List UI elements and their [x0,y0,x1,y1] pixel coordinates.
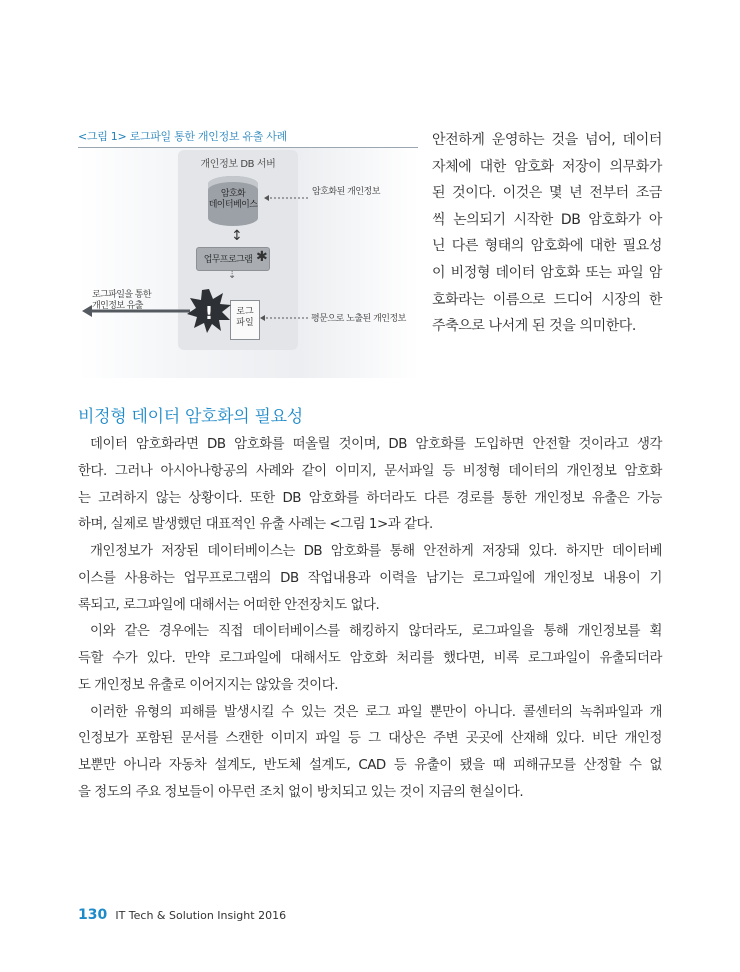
intro-line: 이 비정형 데이터 암호화 또는 파일 암 [432,264,662,281]
log-file-label [230,307,260,329]
exposed-pointer-head [260,315,265,321]
intro-line: 씩 논의되기 시작한 DB 암호화가 아 [432,211,662,228]
paragraph-4-line: 보뿐만 아니라 자동차 설계도, 반도체 설계도, CAD 등 유출이 됐을 때 피해규모를 산정할 수 없 [78,758,662,773]
paragraph-4-line: 을 정도의 주요 정보들이 아무런 조치 없이 방치되고 있는 것이 지금의 현실이다. [78,784,524,800]
figure-connectors [78,128,418,383]
paragraph-3-line: 이와 같은 경우에는 직접 데이터베이스를 해킹하지 않더라도, 로그파일을 통해 개인정보를 획 [90,624,662,640]
encrypted-info-label: 암호화된 개인정보 [312,187,380,197]
log-file-label-line1: 로그 [236,307,254,317]
intro-line: 자체에 대한 암호화 저장이 의무화가 [432,158,662,175]
figure-log-leak [78,128,418,383]
leak-label [92,290,151,312]
intro-paragraph [432,127,662,340]
body-text [78,432,662,807]
paragraph-2-line: 이스를 사용하는 업무프로그램의 DB 작업내용과 이력을 남기는 로그파일에 개인정보 내용이 기 [78,570,662,586]
paragraph-3-line: 득할 수가 있다. 만약 로그파일에 대해서도 암호화 처리를 했다면, 비록 로그파일이 유출되더라 [78,651,662,666]
warning-burst-icon [186,288,232,334]
paragraph-1-line: 데이터 암호화라면 DB 암호화를 떠올릴 것이며, DB 암호화를 도입하면 안전할 것이라고 생각 [90,437,662,452]
business-program-label: 업무프로그램 [203,255,253,265]
intro-line: 주축으로 나서게 된 것을 의미한다. [432,318,636,335]
paragraph-2-line: 개인정보가 저장된 데이터베이스는 DB 암호화를 통해 안전하게 저장돼 있다. 하지만 데이터베 [90,544,662,559]
page-footer [78,904,286,923]
exposed-info-label: 평문으로 노출된 개인정보 [311,314,406,324]
db-server-label: 개인정보 DB 서버 [200,159,276,170]
intro-line: 닌 다른 형태의 암호화에 대한 필요성 [432,238,662,255]
leak-arrow-head [82,305,92,317]
svg-text:!: ! [204,303,214,324]
figure-caption: <그림 1> 로그파일 통한 개인정보 유출 사례 [78,128,418,148]
log-file-label-line2: 파일 [236,318,254,328]
database-label-line1: 암호화 [220,189,246,199]
publication-title: IT Tech & Solution Insight 2016 [115,909,287,922]
encrypted-pointer-head [264,195,269,201]
double-arrow-icon: ↕ [231,228,243,244]
leak-label-line1: 로그파일을 통한 [92,290,151,300]
paragraph-1-line: 한다. 그러나 아시아나항공의 사례와 같이 이미지, 문서파일 등 비정형 데이터의 개인정보 암호화 [78,463,662,479]
paragraph-4-line: 인정보가 포함된 문서를 스캔한 이미지 파일 등 그 대상은 주변 곳곳에 산재해 있다. 비단 개인정 [78,731,662,747]
intro-line: 된 것이다. 이것은 몇 년 전부터 조금 [432,185,662,202]
tools-icon: ✱ [256,249,268,265]
page-number: 130 [78,907,108,923]
paragraph-1-line: 는 고려하지 않는 상황이다. 또한 DB 암호화를 하더라도 다른 경로를 통한 개인정보 유출은 가능 [78,490,662,506]
paragraph-2-line: 록되고, 로그파일에 대해서는 어떠한 안전장치도 없다. [78,597,380,613]
database-label-line2: 데이터베이스 [208,200,258,210]
intro-line: 안전하게 운영하는 것을 넘어, 데이터 [432,132,662,148]
arrow-down-icon: ⇣ [228,270,237,281]
paragraph-1-line: 하며, 실제로 발생했던 대표적인 유출 사례는 <그림 1>과 같다. [78,517,433,533]
section-title: 비정형 데이터 암호화의 필요성 [78,407,303,427]
leak-label-line2: 개인정보 유출 [92,301,143,311]
paragraph-3-line: 도 개인정보 유출로 이어지지는 않았을 것이다. [78,677,339,693]
intro-line: 호화라는 이름으로 드디어 시장의 한 [432,291,662,308]
paragraph-4-line: 이러한 유형의 피해를 발생시킬 수 있는 것은 로그 파일 뿐만이 아니다. 콜센터의 녹취파일과 개 [90,704,662,720]
